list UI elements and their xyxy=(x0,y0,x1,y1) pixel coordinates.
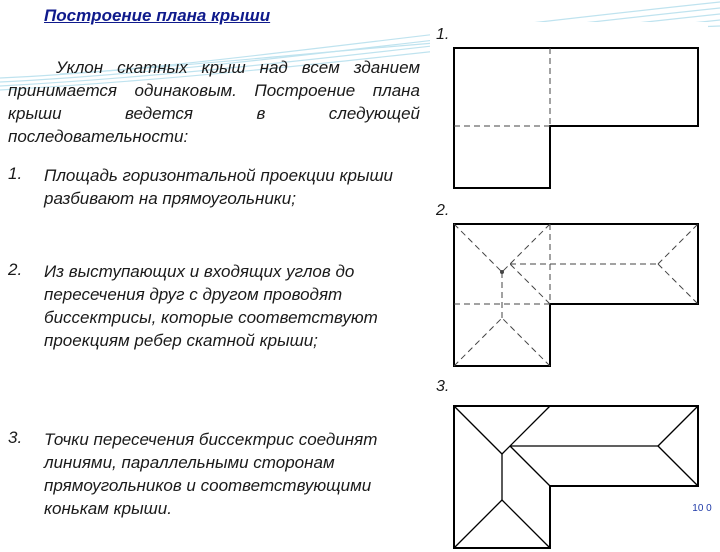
bisector-intersection-point xyxy=(500,270,504,274)
step-text: Точки пересечения биссектрис соединят линиями, параллельными сторонам прямоугольников и соответствующими конькам крыши. xyxy=(44,430,378,518)
figure-label-3: 3. xyxy=(436,378,450,395)
intro-paragraph: Уклон скатных крыш над всем зданием принимается одинаковым. Построение плана крыши ведется в следующей последовательности: xyxy=(8,58,420,146)
figure-label-1: 1. xyxy=(436,26,450,43)
figures-panel xyxy=(430,22,708,534)
roof-plan-step-1-diagram xyxy=(450,44,704,192)
figure-label-2: 2. xyxy=(436,202,450,219)
step-number: 2. xyxy=(8,260,23,279)
step-text: Площадь горизонтальной проекции крыши разбивают на прямоугольники; xyxy=(44,166,394,208)
page-number: 10 0 xyxy=(692,503,712,514)
step-number: 3. xyxy=(8,428,23,447)
slide-title: Построение плана крыши xyxy=(44,6,271,25)
roof-plan-step-2-diagram xyxy=(450,220,704,370)
step-number: 1. xyxy=(8,164,23,183)
roof-plan-step-3-diagram xyxy=(450,402,704,552)
step-text: Из выступающих и входящих углов до пересечения друг с другом проводят биссектрисы, которые соответствуют проекциям ребер скатной крыши; xyxy=(44,262,378,350)
